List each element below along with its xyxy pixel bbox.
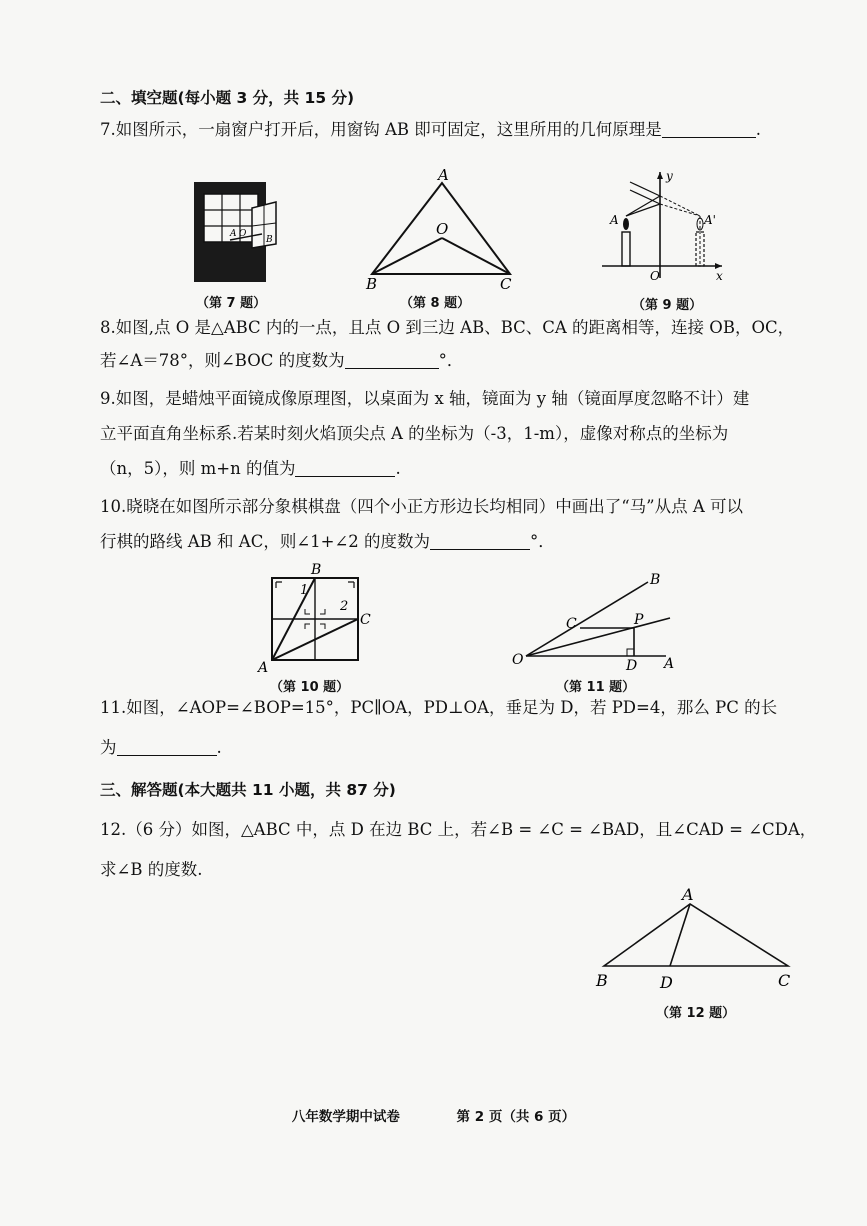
- fig9-label-O: O: [650, 269, 660, 283]
- question-9-line-1: 9.如图，是蜡烛平面镜成像原理图，以桌面为 x 轴，镜面为 y 轴（镜面厚度忽略不计）建: [100, 389, 750, 408]
- question-10-line-1: 10.晓晓在如图所示部分象棋棋盘（四个小正方形边长均相同）中画出了“马”从点 A 可以: [100, 497, 744, 516]
- fig7-caption: （第 7 题）: [196, 296, 267, 311]
- fig10-label-A: A: [258, 660, 269, 676]
- fig11-label-A: A: [664, 656, 675, 672]
- fig8-label-A: A: [438, 166, 449, 184]
- question-10-line-2: [100, 530, 830, 554]
- page-footer: [0, 1105, 867, 1125]
- question-12-line-2: 求∠B 的度数.: [100, 860, 203, 879]
- fig10-caption: （第 10 题）: [270, 680, 350, 695]
- figure-8-triangle: [362, 166, 522, 293]
- figure-7-window: [192, 178, 282, 284]
- fig10-label-B: B: [311, 562, 322, 578]
- q11-answer-blank: [117, 737, 217, 756]
- q10-answer-blank: [430, 531, 530, 550]
- figure-11-angle: [510, 568, 682, 672]
- fig9-label-A: A: [610, 213, 619, 227]
- fig8-label-C: C: [500, 275, 512, 293]
- question-11-line-2: [100, 736, 830, 760]
- q11-end: .: [216, 738, 222, 757]
- question-8-line-1: 8.如图,点 O 是△ABC 内的一点，且点 O 到三边 AB、BC、CA 的距离相等，连接 OB，OC，: [100, 318, 795, 337]
- q10-end: °．: [530, 532, 555, 551]
- footer-exam-title: 八年数学期中试卷: [291, 1109, 400, 1125]
- fig12-caption: （第 12 题）: [656, 1006, 736, 1021]
- fig10-angle-1: 1: [300, 583, 309, 598]
- fig9-label-A-prime: A': [704, 213, 716, 227]
- fig9-label-y: y: [666, 169, 673, 183]
- fig7-label-O: O: [239, 229, 247, 239]
- fig8-caption: （第 8 题）: [400, 296, 471, 311]
- fig10-label-C: C: [360, 612, 371, 628]
- q8-end: °．: [438, 351, 464, 370]
- q11-text: 为: [100, 738, 117, 757]
- fig7-label-B: B: [266, 235, 273, 245]
- q9-end: .: [395, 459, 401, 478]
- section-3-title: 三、解答题(本大题共 11 小题，共 87 分): [100, 781, 396, 799]
- q7-end: .: [755, 120, 762, 139]
- question-8-line-2: [100, 349, 830, 373]
- fig8-label-O: O: [436, 220, 449, 238]
- footer-page-number: 第 2 页（共 6 页）: [456, 1109, 576, 1125]
- fig11-label-D: D: [626, 658, 638, 674]
- fig11-label-P: P: [634, 612, 644, 628]
- figure-10-chessboard: [256, 560, 380, 676]
- q9-answer-blank: [295, 458, 395, 477]
- fig11-label-B: B: [650, 572, 661, 588]
- fig12-label-C: C: [778, 971, 791, 990]
- q7-text: 7.如图所示，一扇窗户打开后，用窗钩 AB 即可固定，这里所用的几何原理是: [100, 120, 662, 139]
- question-12-line-1: 12.（6 分）如图，△ABC 中，点 D 在边 BC 上，若∠B = ∠C = ∠BAD，且∠CAD = ∠CDA，: [100, 820, 817, 839]
- fig11-label-C: C: [566, 616, 577, 632]
- fig9-label-x: x: [716, 269, 723, 283]
- fig8-label-B: B: [366, 275, 378, 293]
- fig9-caption: （第 9 题）: [632, 298, 703, 313]
- q7-answer-blank: [662, 119, 756, 138]
- figure-12-triangle: [590, 882, 802, 994]
- fig11-caption: （第 11 题）: [556, 680, 636, 695]
- question-11-line-1: 11.如图，∠AOP=∠BOP=15°，PC∥OA，PD⊥OA，垂足为 D，若 PD=4，那么 PC 的长: [100, 698, 778, 717]
- fig12-label-A: A: [682, 885, 694, 904]
- fig12-label-B: B: [596, 971, 608, 990]
- question-9-line-3: [100, 457, 830, 481]
- figure-9-candle-mirror: [600, 168, 728, 286]
- fig7-label-A: A: [230, 229, 237, 239]
- question-7: [100, 118, 830, 142]
- q9-text: （n，5），则 m+n 的值为: [100, 459, 296, 478]
- question-9-line-2: 立平面直角坐标系.若某时刻火焰顶尖点 A 的坐标为（-3，1-m），虚像对称点的坐标为: [100, 424, 729, 443]
- q8-answer-blank: [345, 350, 439, 369]
- q8-text: 若∠A＝78°，则∠BOC 的度数为: [100, 351, 345, 370]
- section-2-title: 二、填空题(每小题 3 分，共 15 分): [100, 89, 355, 107]
- q10-text: 行棋的路线 AB 和 AC，则∠1+∠2 的度数为: [100, 532, 431, 551]
- fig11-label-O: O: [512, 652, 524, 668]
- fig10-angle-2: 2: [340, 599, 349, 614]
- fig12-label-D: D: [660, 973, 673, 992]
